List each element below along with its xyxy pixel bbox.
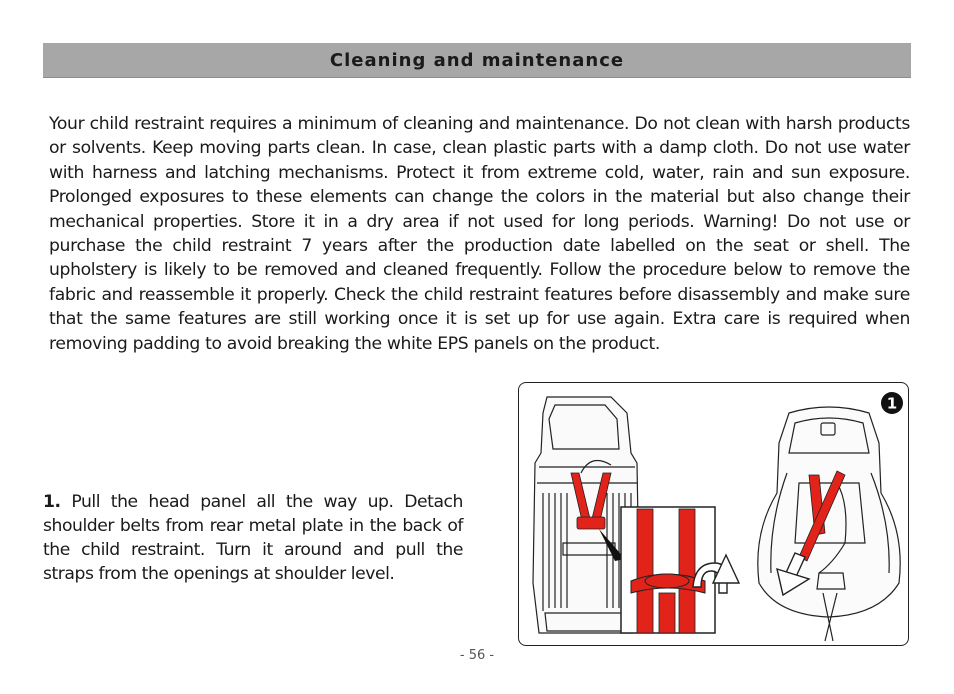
illustration-drawing — [519, 383, 909, 646]
page-number: - 56 - — [459, 648, 495, 663]
step-1-instruction — [43, 490, 463, 586]
body-paragraph: Your child restraint requires a minimum of cleaning and maintenance. Do not clean with harsh products or solvents. Keep moving parts clean. In case, clean plastic parts with a damp cloth. Do not use water with harness and latching mechanisms. Protect it from extreme cold, water, rain and sun exposure. Prolonged exposures to these elements can change the colors in the material but also change their mechanical properties. Store it in a dry area if not used for long periods. Warning! Do not use or purchase the child restraint 7 years after the production date labelled on the seat or shell. The upholstery is likely to be removed and cleaned frequently. Follow the procedure below to remove the fabric and reassemble it properly. Check the child restraint features before disassembly and make sure that the same features are still working once it is set up for use again. Extra care is required when removing padding to avoid breaking the white EPS panels on the product. — [49, 114, 910, 354]
seat-front-view — [758, 407, 900, 641]
step-description: Pull the head panel all the way up. Detach shoulder belts from rear metal plate in the back of the child restraint. Turn it around and pull the straps from the openings at shoulder level. — [43, 492, 463, 584]
section-title: Cleaning and maintenance — [329, 49, 625, 71]
section-header-bar — [43, 43, 911, 78]
illustration-figure — [518, 382, 909, 646]
step-number: 1. — [43, 492, 61, 512]
step-badge-label: 1 — [886, 394, 898, 413]
